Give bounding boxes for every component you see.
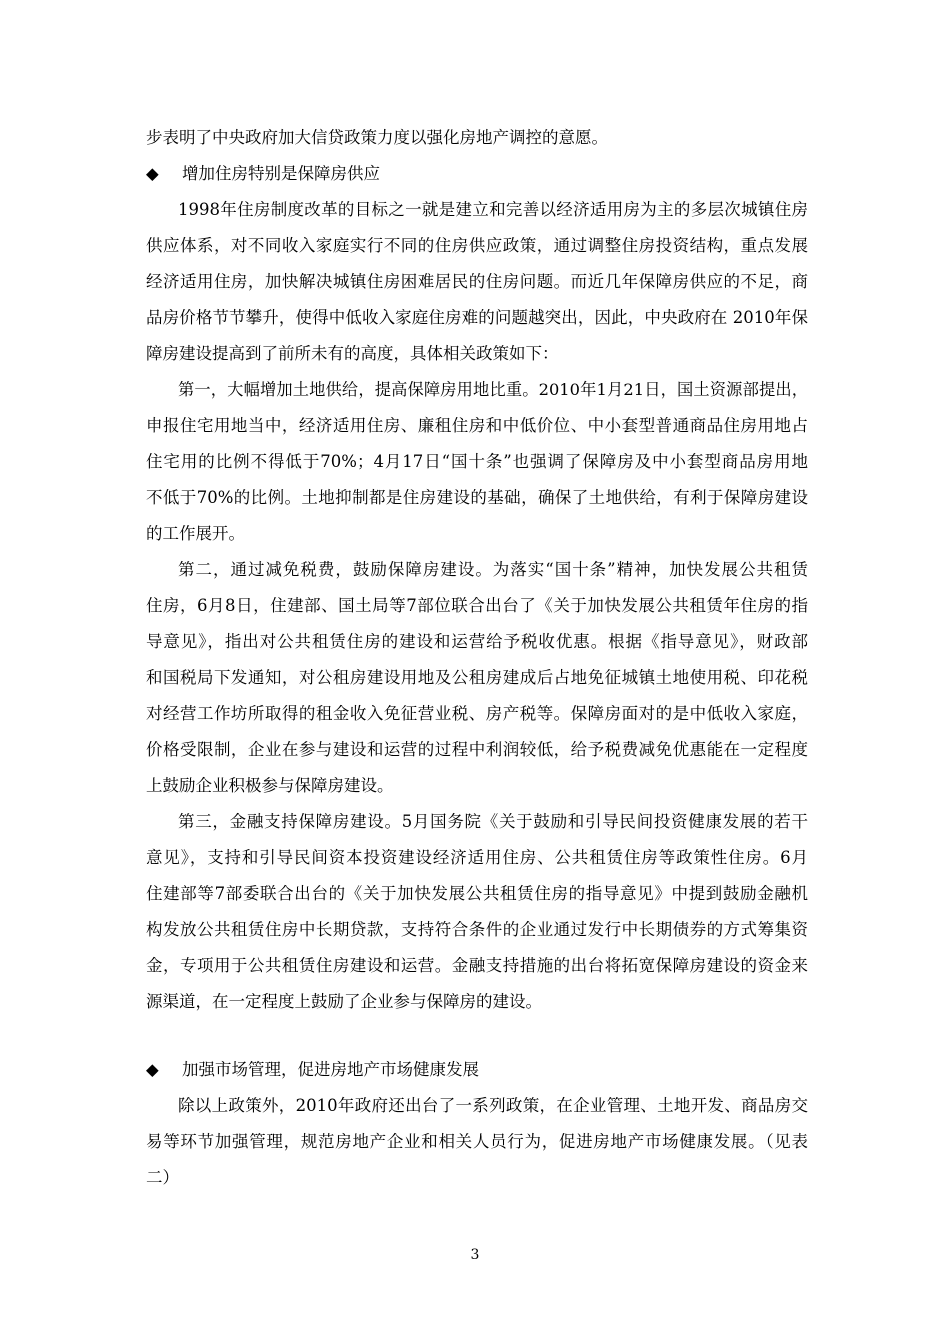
paragraph-line: 构发放公共租赁住房中长期贷款，支持符合条件的企业通过发行中长期债券的方式筹集资 (146, 920, 808, 939)
paragraph-line: 品房价格节节攀升，使得中低收入家庭住房难的问题越突出，因此，中央政府在 2010年保 (146, 308, 808, 327)
paragraph-line: 供应体系，对不同收入家庭实行不同的住房供应政策，通过调整住房投资结构，重点发展 (146, 236, 808, 255)
paragraph-line: 1998年住房制度改革的目标之一就是建立和完善以经济适用房为主的多层次城镇住房 (178, 200, 808, 219)
paragraph-line: 导意见》，指出对公共租赁住房的建设和运营给予税收优惠。根据《指导意见》，财政部 (146, 632, 808, 651)
page-number: 3 (470, 1247, 480, 1263)
section-heading-housing-supply (146, 163, 380, 185)
paragraph-line: 和国税局下发通知，对公租房建设用地及公租房建成后占地免征城镇土地使用税、印花税 (146, 668, 808, 687)
section-heading-text: 增加住房特别是保障房供应 (182, 164, 380, 183)
paragraph-line: 源渠道，在一定程度上鼓励了企业参与保障房的建设。 (146, 992, 542, 1011)
paragraph-line: 第二，通过减免税费，鼓励保障房建设。为落实“国十条”精神，加快发展公共租赁 (178, 560, 808, 579)
paragraph-line: 意见》，支持和引导民间资本投资建设经济适用住房、公共租赁住房等政策性住房。6月 (146, 848, 808, 867)
diamond-bullet-icon: ◆ (146, 1060, 159, 1079)
paragraph-line: 不低于70%的比例。土地抑制都是住房建设的基础，确保了土地供给，有利于保障房建设 (146, 488, 808, 507)
paragraph-line: 易等环节加强管理，规范房地产企业和相关人员行为，促进房地产市场健康发展。（见表 (146, 1132, 808, 1151)
paragraph-line: 上鼓励企业积极参与保障房建设。 (146, 776, 394, 795)
paragraph-line: 障房建设提高到了前所未有的高度，具体相关政策如下： (146, 344, 559, 363)
paragraph-line: 对经营工作坊所取得的租金收入免征营业税、房产税等。保障房面对的是中低收入家庭， (146, 704, 808, 723)
section-heading-market-management (146, 1059, 479, 1081)
paragraph-line: 住房，6月8日，住建部、国土局等7部位联合出台了《关于加快发展公共租赁年住房的指 (146, 596, 808, 615)
paragraph-line: 步表明了中央政府加大信贷政策力度以强化房地产调控的意愿。 (146, 128, 608, 147)
paragraph-line: 金，专项用于公共租赁住房建设和运营。金融支持措施的出台将拓宽保障房建设的资金来 (146, 956, 808, 975)
paragraph-line: 申报住宅用地当中，经济适用住房、廉租住房和中低价位、中小套型普通商品住房用地占 (146, 416, 808, 435)
paragraph-line: 二） (146, 1168, 179, 1187)
paragraph-line: 价格受限制，企业在参与建设和运营的过程中利润较低，给予税费减免优惠能在一定程度 (146, 740, 808, 759)
paragraph-line: 的工作展开。 (146, 524, 245, 543)
paragraph-line: 第一，大幅增加土地供给，提高保障房用地比重。2010年1月21日，国土资源部提出， (178, 380, 808, 399)
paragraph-line: 住宅用的比例不得低于70%；4月17日“国十条”也强调了保障房及中小套型商品房用地 (146, 452, 808, 471)
paragraph-line: 经济适用住房，加快解决城镇住房困难居民的住房问题。而近几年保障房供应的不足，商 (146, 272, 808, 291)
paragraph-line: 第三，金融支持保障房建设。5月国务院《关于鼓励和引导民间投资健康发展的若干 (178, 812, 808, 831)
section-heading-text: 加强市场管理，促进房地产市场健康发展 (182, 1060, 479, 1079)
diamond-bullet-icon: ◆ (146, 164, 159, 183)
paragraph-line: 住建部等7部委联合出台的《关于加快发展公共租赁住房的指导意见》中提到鼓励金融机 (146, 884, 808, 903)
paragraph-line: 除以上政策外，2010年政府还出台了一系列政策，在企业管理、土地开发、商品房交 (178, 1096, 808, 1115)
